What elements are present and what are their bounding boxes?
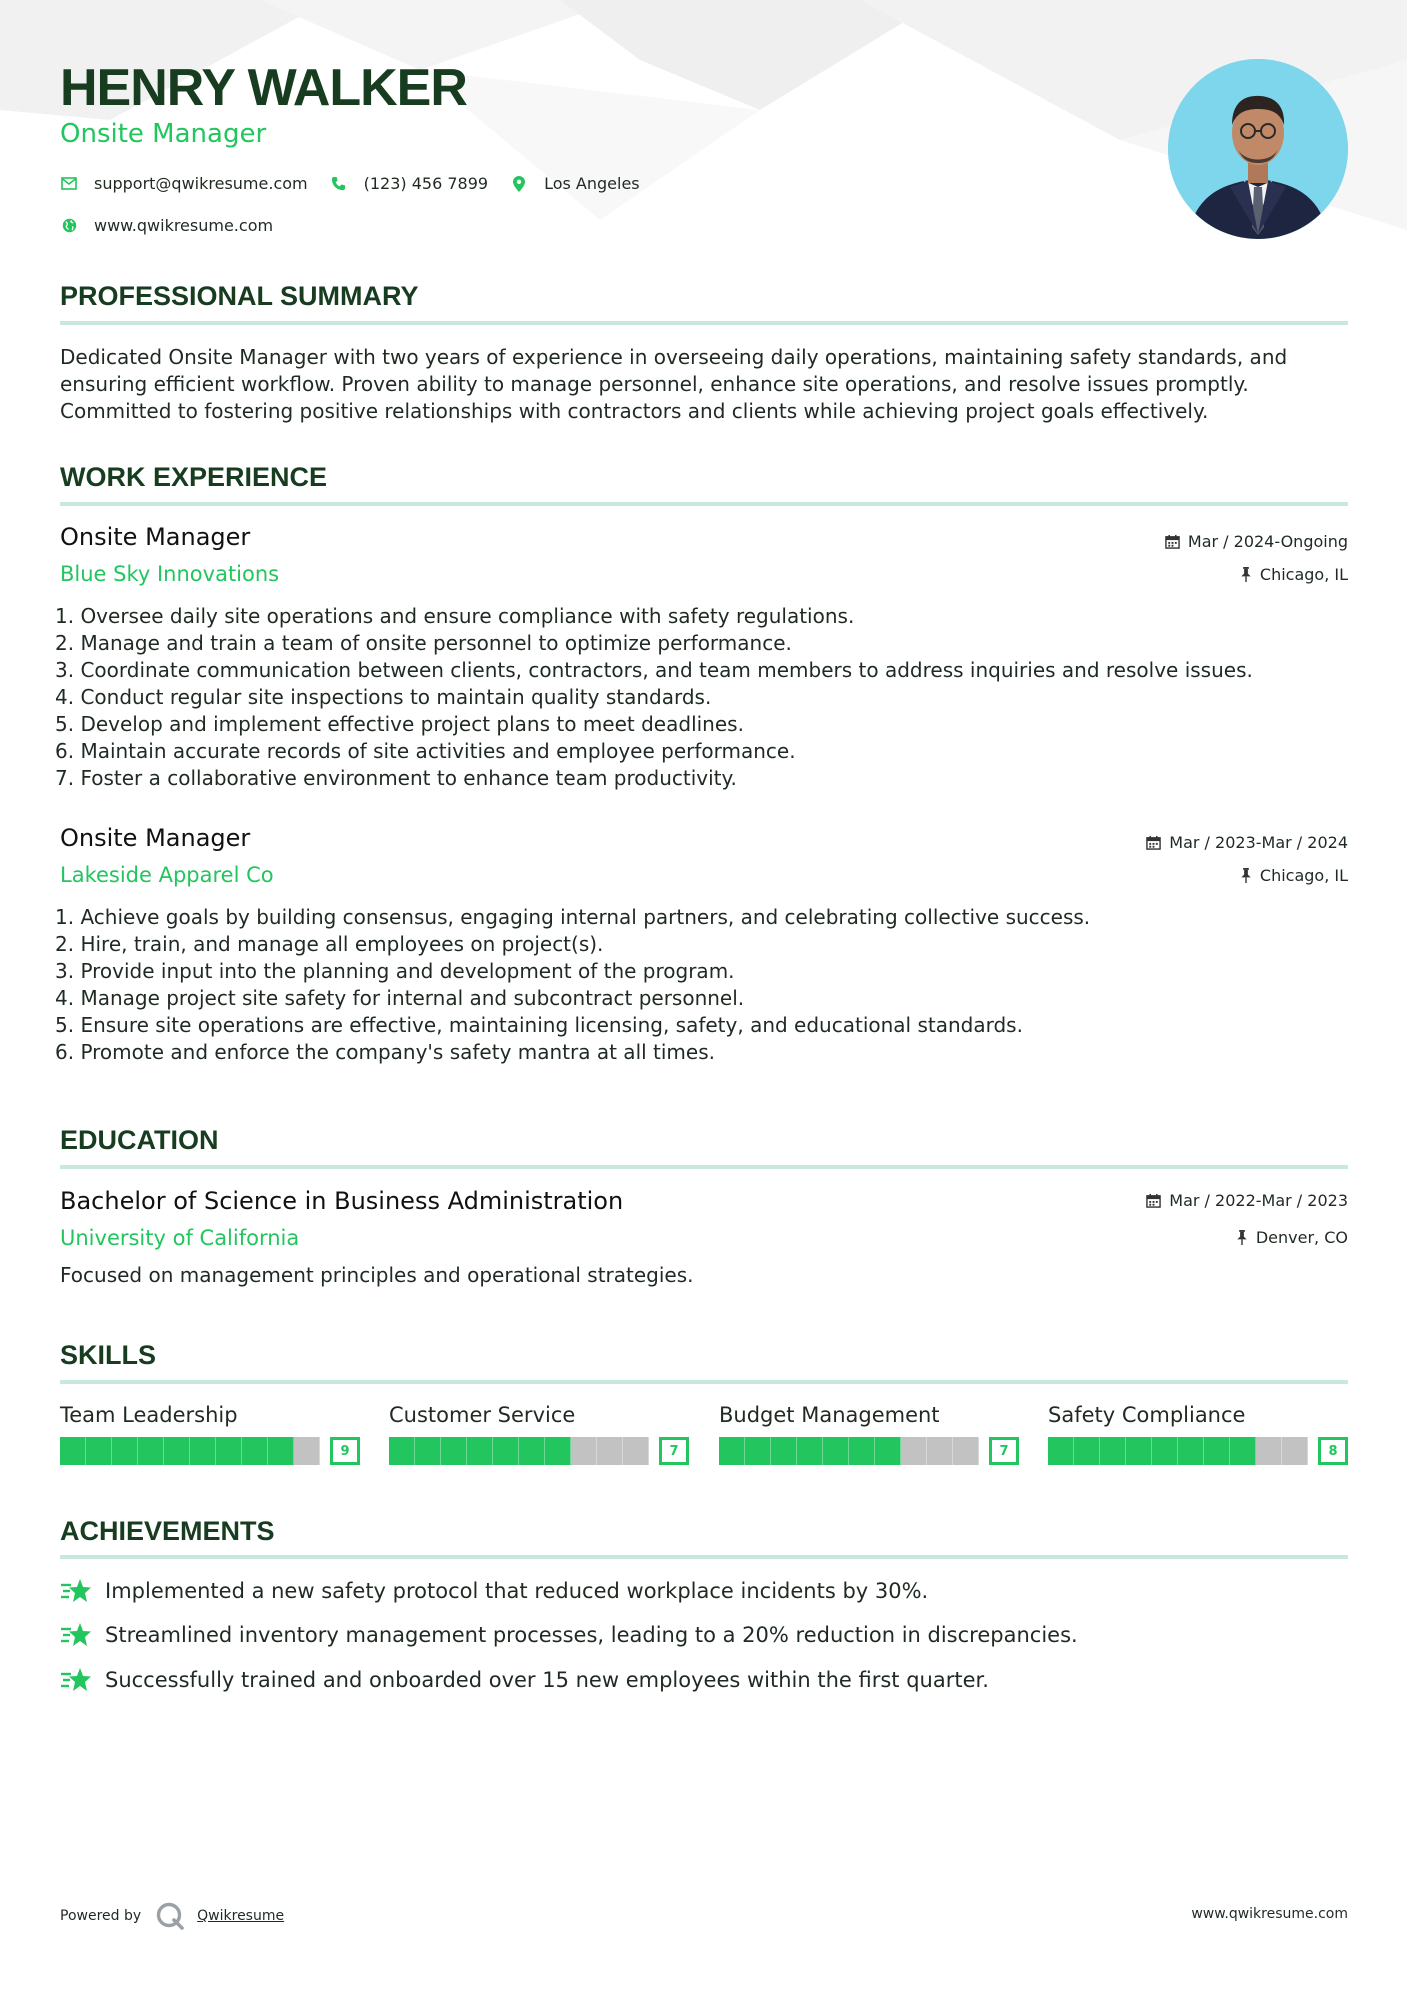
achievement-item: [60, 1621, 1078, 1649]
skill-segment-filled: [216, 1437, 242, 1465]
section-title-work: WORK EXPERIENCE: [60, 462, 328, 492]
achievement-text: Successfully trained and onboarded over 15 new employees within the first quarter.: [105, 1668, 989, 1692]
skill-segment-filled: [467, 1437, 493, 1465]
skill-score-badge: 8: [1318, 1437, 1348, 1465]
skill-level-bar: [1048, 1437, 1348, 1465]
map-pin-icon: [510, 175, 528, 193]
candidate-name: HENRY WALKER: [60, 59, 467, 117]
education-dates: [1146, 1191, 1348, 1210]
skill-segment-filled: [86, 1437, 112, 1465]
skill-segment-filled: [242, 1437, 268, 1465]
achievement-text: Streamlined inventory management processes, leading to a 20% reduction in discrepancies.: [105, 1623, 1078, 1647]
list-item: 7. Foster a collaborative environment to enhance team productivity.: [55, 766, 737, 790]
location-text: Los Angeles: [544, 174, 640, 193]
list-item: 6. Promote and enforce the company's safety mantra at all times.: [55, 1040, 715, 1064]
skill-segment-filled: [415, 1437, 441, 1465]
skill-segment-filled: [797, 1437, 823, 1465]
summary-paragraph: [60, 344, 1350, 425]
company-name: Blue Sky Innovations: [60, 562, 280, 586]
candidate-title: Onsite Manager: [60, 119, 267, 149]
skill-segments: [1048, 1437, 1308, 1465]
skill-segment-filled: [1178, 1437, 1204, 1465]
powered-by-label: Powered by: [60, 1908, 142, 1924]
school-name: University of California: [60, 1226, 300, 1250]
email-link[interactable]: support@qwikresume.com: [94, 174, 308, 193]
skill-segment-filled: [771, 1437, 797, 1465]
skill-segment-filled: [1126, 1437, 1152, 1465]
job-dates: [1146, 833, 1348, 852]
skill-segment-filled: [823, 1437, 849, 1465]
pushpin-icon: [1236, 1230, 1248, 1245]
skill-segment-empty: [623, 1437, 649, 1465]
degree-title: Bachelor of Science in Business Administration: [60, 1187, 624, 1215]
education-location: [1236, 1228, 1348, 1247]
footer-powered-by: [60, 1901, 284, 1931]
skill-segment-filled: [112, 1437, 138, 1465]
skill-segment-filled: [441, 1437, 467, 1465]
skill-level-bar: [719, 1437, 1019, 1465]
section-divider: [60, 321, 1348, 325]
shooting-star-icon: [60, 1621, 92, 1649]
list-item: 2. Hire, train, and manage all employees on project(s).: [55, 932, 604, 956]
shooting-star-icon: [60, 1666, 92, 1694]
list-item: 1. Oversee daily site operations and ensure compliance with safety regulations.: [55, 604, 855, 628]
calendar-icon: [1165, 534, 1180, 549]
job-location: [1240, 866, 1348, 885]
education-dates-text: Mar / 2022-Mar / 2023: [1169, 1191, 1348, 1210]
skill-segment-filled: [138, 1437, 164, 1465]
skill-segment-filled: [719, 1437, 745, 1465]
section-divider: [60, 1555, 1348, 1559]
contact-row: [60, 174, 662, 193]
skill-item: [719, 1403, 1019, 1465]
skill-segment-filled: [389, 1437, 415, 1465]
skill-segment-filled: [493, 1437, 519, 1465]
calendar-icon: [1146, 1193, 1161, 1208]
skill-segment-filled: [1204, 1437, 1230, 1465]
skill-segment-filled: [1048, 1437, 1074, 1465]
education-description: Focused on management principles and operational strategies.: [60, 1263, 694, 1287]
job-location: [1240, 565, 1348, 584]
profile-photo: [1168, 59, 1348, 239]
section-title-summary: PROFESSIONAL SUMMARY: [60, 281, 419, 311]
list-item: 3. Coordinate communication between clients, contractors, and team members to address inquiries and resolve issues.: [55, 658, 1253, 682]
globe-icon: [60, 217, 78, 235]
pushpin-icon: [1240, 567, 1252, 582]
job-dates-text: Mar / 2024-Ongoing: [1187, 532, 1348, 551]
skill-score-badge: 7: [659, 1437, 689, 1465]
section-divider: [60, 1165, 1348, 1169]
skill-segments: [719, 1437, 979, 1465]
section-title-education: EDUCATION: [60, 1125, 219, 1155]
education-location-text: Denver, CO: [1255, 1228, 1348, 1247]
list-item: 1. Achieve goals by building consensus, engaging internal partners, and celebrating collective success.: [55, 905, 1091, 929]
skill-segment-empty: [597, 1437, 623, 1465]
skill-segment-empty: [1256, 1437, 1282, 1465]
job-dates: [1165, 532, 1348, 551]
skill-segment-filled: [875, 1437, 901, 1465]
list-item: 2. Manage and train a team of onsite personnel to optimize performance.: [55, 631, 792, 655]
envelope-icon: [60, 175, 78, 193]
company-name: Lakeside Apparel Co: [60, 863, 274, 887]
website-link[interactable]: www.qwikresume.com: [94, 216, 274, 235]
job-location-text: Chicago, IL: [1259, 565, 1348, 584]
skill-segment-empty: [294, 1437, 320, 1465]
calendar-icon: [1146, 835, 1161, 850]
skill-segment-empty: [571, 1437, 597, 1465]
skill-level-bar: [60, 1437, 360, 1465]
section-title-achievements: ACHIEVEMENTS: [60, 1516, 275, 1546]
pushpin-icon: [1240, 868, 1252, 883]
job-responsibilities: [55, 904, 1090, 1066]
skill-segment-filled: [545, 1437, 571, 1465]
achievement-item: [60, 1577, 928, 1605]
section-title-skills: SKILLS: [60, 1340, 157, 1370]
skill-segment-filled: [745, 1437, 771, 1465]
skill-segment-filled: [190, 1437, 216, 1465]
footer-website[interactable]: www.qwikresume.com: [1191, 1906, 1348, 1922]
skill-score-badge: 9: [330, 1437, 360, 1465]
website-row: [60, 216, 295, 235]
job-title: Onsite Manager: [60, 523, 251, 551]
skill-segment-empty: [953, 1437, 979, 1465]
job-responsibilities: [55, 603, 1253, 792]
skill-segment-empty: [901, 1437, 927, 1465]
skill-segment-filled: [1074, 1437, 1100, 1465]
qwikresume-link[interactable]: Qwikresume: [197, 1908, 285, 1924]
skill-name: Budget Management: [719, 1403, 940, 1427]
skill-segment-filled: [849, 1437, 875, 1465]
summary-line: Dedicated Onsite Manager with two years of experience in overseeing daily operations, maintaining safety standards, and: [60, 345, 1288, 369]
skill-segments: [60, 1437, 320, 1465]
skill-name: Customer Service: [389, 1403, 576, 1427]
skill-segment-empty: [1282, 1437, 1308, 1465]
skill-item: [60, 1403, 360, 1465]
skill-segments: [389, 1437, 649, 1465]
list-item: 6. Maintain accurate records of site activities and employee performance.: [55, 739, 796, 763]
skill-segment-filled: [1230, 1437, 1256, 1465]
job-title: Onsite Manager: [60, 824, 251, 852]
skill-score-badge: 7: [989, 1437, 1019, 1465]
summary-line: Committed to fostering positive relationships with contractors and clients while achieving project goals effectively.: [60, 399, 1209, 423]
skill-segment-filled: [268, 1437, 294, 1465]
section-divider: [60, 1380, 1348, 1384]
skill-name: Team Leadership: [60, 1403, 238, 1427]
list-item: 3. Provide input into the planning and development of the program.: [55, 959, 735, 983]
list-item: 4. Manage project site safety for internal and subcontract personnel.: [55, 986, 745, 1010]
skill-item: [389, 1403, 689, 1465]
skill-segment-filled: [164, 1437, 190, 1465]
skill-segment-filled: [1152, 1437, 1178, 1465]
skill-segment-empty: [927, 1437, 953, 1465]
summary-line: ensuring efficient workflow. Proven ability to manage personnel, enhance site operations, and resolve issues promptly.: [60, 372, 1249, 396]
skill-name: Safety Compliance: [1048, 1403, 1246, 1427]
job-location-text: Chicago, IL: [1259, 866, 1348, 885]
section-divider: [60, 502, 1348, 506]
qwikresume-logo-icon: [155, 1901, 185, 1931]
job-dates-text: Mar / 2023-Mar / 2024: [1169, 833, 1348, 852]
list-item: 4. Conduct regular site inspections to maintain quality standards.: [55, 685, 712, 709]
skill-segment-filled: [60, 1437, 86, 1465]
phone-number: (123) 456 7899: [363, 174, 489, 193]
achievement-item: [60, 1666, 989, 1694]
skill-level-bar: [389, 1437, 689, 1465]
achievement-text: Implemented a new safety protocol that reduced workplace incidents by 30%.: [105, 1579, 929, 1603]
skill-segment-filled: [519, 1437, 545, 1465]
list-item: 5. Ensure site operations are effective, maintaining licensing, safety, and educational standards.: [55, 1013, 1023, 1037]
list-item: 5. Develop and implement effective project plans to meet deadlines.: [55, 712, 744, 736]
phone-icon: [330, 175, 348, 193]
shooting-star-icon: [60, 1577, 92, 1605]
skill-segment-filled: [1100, 1437, 1126, 1465]
skill-item: [1048, 1403, 1348, 1465]
